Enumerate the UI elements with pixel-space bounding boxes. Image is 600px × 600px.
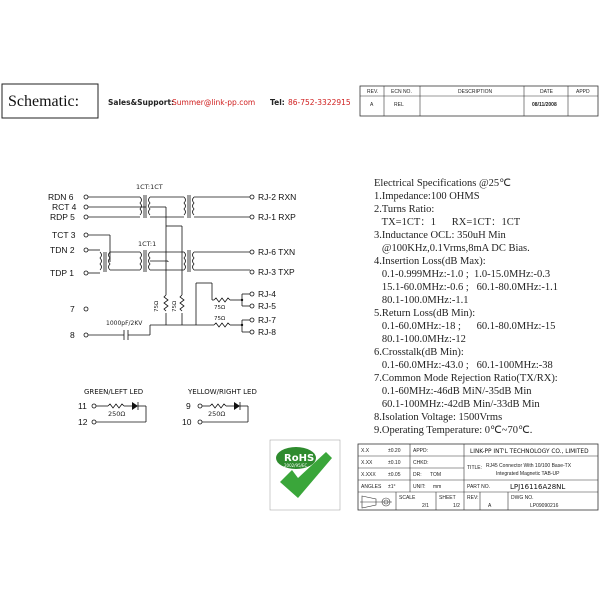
pin-rj7: RJ-7 <box>258 315 276 325</box>
rev-label: REV: <box>467 495 479 501</box>
pin-rdn: RDN 6 <box>48 192 74 202</box>
capacitor-label: 1000pF/2KV <box>106 320 143 327</box>
revision-table <box>360 86 598 116</box>
title-label: TITLE: <box>467 465 483 471</box>
yellow-led-title: YELLOW/RIGHT LED <box>188 388 257 396</box>
tol-val-2: ±0.10 <box>388 460 401 466</box>
rev-block-value: A <box>488 503 492 509</box>
left-pin-terminals <box>84 195 88 337</box>
rev-header: REV. <box>367 89 379 95</box>
spec-line: 60.1-100MHz:-42dB Min/-33dB Min <box>374 399 540 410</box>
scale-value: 2/1 <box>422 503 429 509</box>
support-email[interactable]: Summer@link-pp.com <box>172 98 256 107</box>
date-header: DATE <box>540 89 553 95</box>
pin-rct: RCT 4 <box>52 202 77 212</box>
ecn-value: REL <box>394 102 404 108</box>
green-led-resistor: 250Ω <box>108 410 126 418</box>
rohs-subtitle: 2002/95/EC <box>284 463 308 468</box>
tol-dim-1: X.X <box>361 448 370 454</box>
tol-dim-4: ANGLES <box>361 484 382 490</box>
tol-val-4: ±1° <box>388 484 396 490</box>
resistor-label-4: 75Ω <box>214 316 226 322</box>
spec-line: 80.1-100.0MHz:-1.1 <box>374 295 469 306</box>
unit-value: mm <box>433 484 442 490</box>
unit-label: UNIT: <box>413 484 426 490</box>
spec-line: 0.1-60.0MHz:-43.0 ; 60.1-100MHz:-38 <box>374 360 553 371</box>
title-line-2: Integrated Magnetic TAB-UP <box>496 471 560 477</box>
chkd-label: CHKD: <box>413 460 429 466</box>
spec-line: 2.Turns Ratio: <box>374 204 435 215</box>
spec-line: 6.Crosstalk(dB Min): <box>374 347 464 358</box>
spec-line: 7.Common Mode Rejection Ratio(TX/RX): <box>374 373 558 384</box>
rx-transformer <box>88 183 254 219</box>
tol-dim-2: X.XX <box>361 460 373 466</box>
company-name: LINK-PP INT'L TECHNOLOGY CO., LIMITED <box>470 449 589 455</box>
yellow-led-pin-a: 9 <box>186 401 191 411</box>
tol-val-3: ±0.05 <box>388 472 401 478</box>
header <box>2 84 598 118</box>
ecn-header: ECN NO. <box>391 89 412 95</box>
tol-val-1: ±0.20 <box>388 448 401 454</box>
resistor-label-1: 75Ω <box>154 300 160 312</box>
spec-line: 80.1-100.0MHz:-12 <box>374 334 466 345</box>
appd-header: APPD <box>576 89 590 95</box>
rohs-badge <box>270 440 340 510</box>
pin-tdn: TDN 2 <box>50 245 75 255</box>
resistor-label-2: 75Ω <box>172 300 178 312</box>
title-line-1: RJ45 Connector With 10/100 Base-TX <box>486 463 572 469</box>
yellow-led-resistor: 250Ω <box>208 410 226 418</box>
yellow-led-circuit <box>182 388 257 427</box>
tx-transformer <box>88 235 254 274</box>
pin-rj5: RJ-5 <box>258 301 276 311</box>
spec-line: 9.Operating Temperature: 0℃~70℃. <box>374 425 533 436</box>
sheet-value: 1/2 <box>453 503 460 509</box>
tel-number: 86-752-3322915 <box>288 98 351 107</box>
green-led-pin-b: 12 <box>78 417 88 427</box>
support-label: Sales&Support: <box>108 98 175 107</box>
tel-label: Tel: <box>270 98 285 107</box>
dwg-label: DWG NO. <box>511 495 534 501</box>
sheet-label: SHEET <box>439 495 456 501</box>
spec-line: 5.Return Loss(dB Min): <box>374 308 476 319</box>
schematic-title: Schematic: <box>8 93 80 110</box>
pin-rj1-rxp: RJ-1 RXP <box>258 212 296 222</box>
title-block <box>358 444 598 510</box>
dwg-value: LP09090216 <box>530 503 559 509</box>
pin-rdp: RDP 5 <box>50 212 75 222</box>
pin-rj8: RJ-8 <box>258 327 276 337</box>
rx-ratio-label: 1CT:1CT <box>136 183 163 191</box>
spec-line: 1.Impedance:100 OHMS <box>374 191 480 202</box>
part-no-label: PART NO. <box>467 484 491 490</box>
circuit <box>48 183 296 340</box>
pin-7: 7 <box>70 304 75 314</box>
pin-rj3-txp: RJ-3 TXP <box>258 267 295 277</box>
yellow-led-pin-b: 10 <box>182 417 192 427</box>
appd-label: APPD: <box>413 448 429 454</box>
description-header: DESCRIPTION <box>458 89 493 95</box>
pin-tct: TCT 3 <box>52 230 76 240</box>
pin-rj2-rxn: RJ-2 RXN <box>258 192 297 202</box>
tx-ratio-label: 1CT:1 <box>138 240 157 248</box>
green-led-circuit <box>78 388 146 427</box>
projection-symbol-icon <box>360 496 392 508</box>
spec-line: @100KHz,0.1Vrms,8mA DC Bias. <box>374 243 530 254</box>
resistor-label-3: 75Ω <box>214 305 226 311</box>
electrical-specifications <box>374 178 558 436</box>
date-value: 08/11/2008 <box>532 102 557 108</box>
dr-label: DR: <box>413 472 422 478</box>
pin-rj4: RJ-4 <box>258 289 276 299</box>
spec-line: 0.1-60MHz:-46dB MiN/-35dB Min <box>374 386 532 397</box>
spec-line: TX=1CT：1 RX=1CT：1CT <box>374 217 521 228</box>
green-led-title: GREEN/LEFT LED <box>84 388 144 396</box>
green-led-pin-a: 11 <box>78 401 87 411</box>
rohs-title: RoHS <box>284 453 315 464</box>
spec-line: 3.Inductance OCL: 350uH Min <box>374 230 506 241</box>
spec-line: 0.1-0.999MHz:-1.0 ; 1.0-15.0MHz:-0.3 <box>374 269 551 280</box>
termination-network <box>88 207 254 340</box>
spec-line: 4.Insertion Loss(dB Max): <box>374 256 486 267</box>
part-no-value: LPJ16116A28NL <box>510 483 566 491</box>
dr-name: TOM <box>430 472 442 478</box>
spec-line: 15.1-60.0MHz:-0.6 ; 60.1-80.0MHz:-1.1 <box>374 282 559 293</box>
spec-line: 0.1-60.0MHz:-18 ; 60.1-80.0MHz:-15 <box>374 321 556 332</box>
scale-label: SCALE <box>399 495 416 501</box>
pin-tdp: TDP 1 <box>50 268 74 278</box>
spec-heading: Electrical Specifications @25℃ <box>374 178 511 189</box>
tol-dim-3: X.XXX <box>361 472 376 478</box>
rev-value: A <box>370 102 374 108</box>
spec-line: 8.Isolation Voltage: 1500Vrms <box>374 412 503 423</box>
pin-rj6-txn: RJ-6 TXN <box>258 247 296 257</box>
pin-8: 8 <box>70 330 75 340</box>
